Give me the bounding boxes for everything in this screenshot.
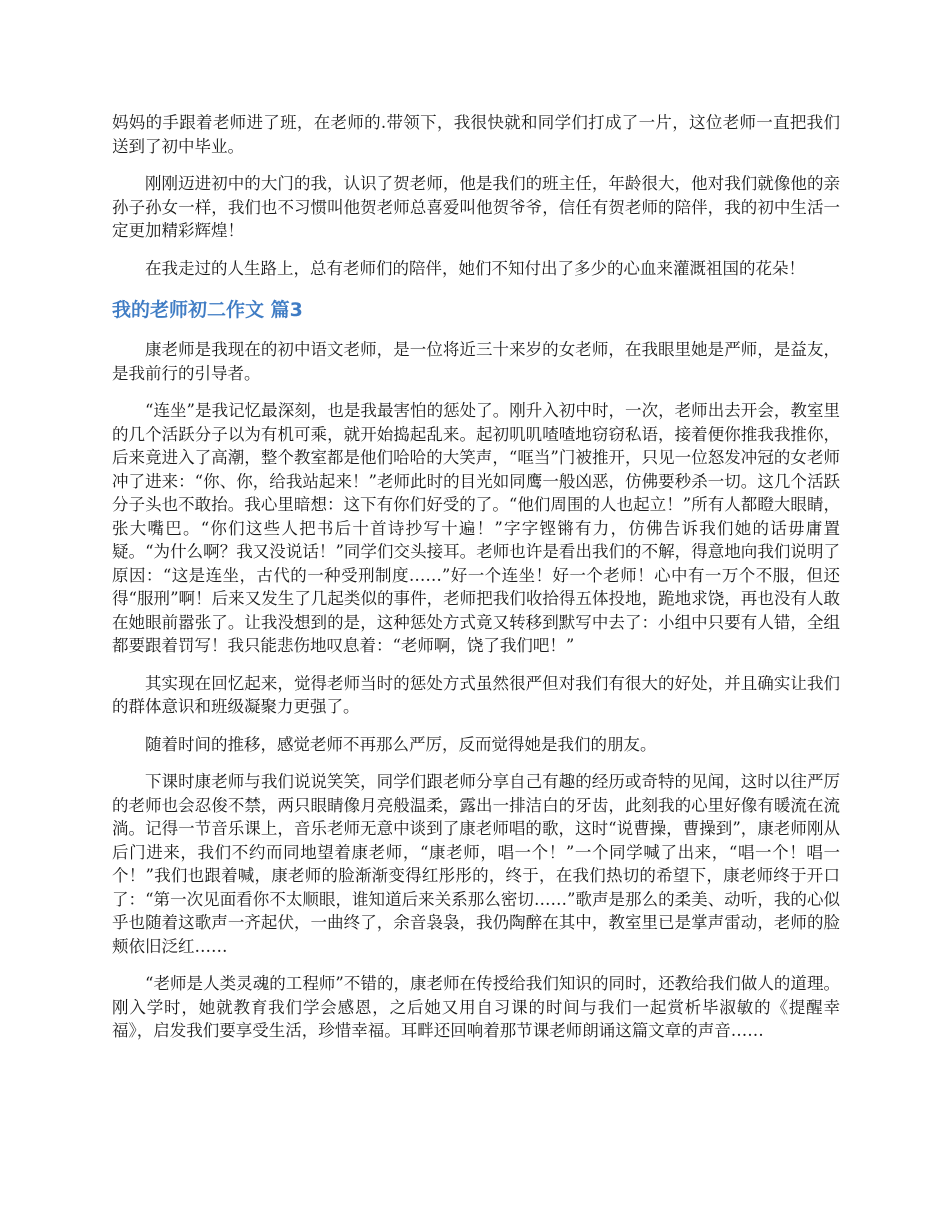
paragraph: 在我走过的人生路上，总有老师们的陪伴，她们不知付出了多少的心血来灌溉祖国的花朵！ <box>145 258 805 278</box>
paragraph: “连坐”是我记忆最深刻，也是我最害怕的惩处了。刚升入初中时，一次，老师出去开会，教室里的几个活跃分子以为有机可乘，就开始捣起乱来。起初叽叽喳喳地窃窃私语，接着便你推我我推你，后来竟进入了高潮，整个教室都是他们哈哈的大笑声，“哐当”门被推开，只见一位怒发冲冠的女老师冲了进来：“你、你，给我站起来！”老师此时的目光如同鹰一般凶恶，仿佛要秒杀一切。这几个活跃分子头也不敢抬。我心里暗想：这下有你们好受的了。“他们周围的人也起立！”所有人都瞪大眼睛，张大嘴巴。“你们这些人把书后十首诗抄写十遍！”字字铿锵有力，仿佛告诉我们她的话毋庸置疑。“为什么啊？我又没说话！”同学们交头接耳。老师也许是看出我们的不解，得意地向我们说明了原因：“这是连坐，古代的一种受刑制度……”好一个连坐！好一个老师！心中有一万个不服，但还得“服刑”啊！后来又发生了几起类似的事件，老师把我们收拾得五体投地，跪地求饶，再也没有人敢在她眼前嚣张了。让我没想到的是，这种惩处方式竟又转移到默写中去了：小组中只要有人错，全组都要跟着罚写！我只能悲伤地叹息着：“老师啊，饶了我们吧！” <box>112 401 840 655</box>
paragraph: 下课时康老师与我们说说笑笑，同学们跟老师分享自己有趣的经历或奇特的见闻，这时以往严厉的老师也会忍俊不禁，两只眼睛像月亮般温柔，露出一排洁白的牙齿，此刻我的心里好像有暖流在流淌。记得一节音乐课上，音乐老师无意中谈到了康老师唱的歌，这时“说曹操，曹操到”，康老师刚从后门进来，我们不约而同地望着康老师，“康老师，唱一个！”一个同学喊了出来，“唱一个！唱一个！”我们也跟着喊，康老师的脸渐渐变得红彤彤的，终于，在我们热切的希望下，康老师终于开口了：“第一次见面看你不太顺眼，谁知道后来关系那么密切……”歌声是那么的柔美、动听，我的心似乎也随着这歌声一齐起伏，一曲终了，余音袅袅，我仍陶醉在其中，教室里已是掌声雷动，老师的脸颊依旧泛红…… <box>112 772 840 956</box>
paragraph-continuation: 妈妈的手跟着老师进了班，在老师的.带领下，我很快就和同学们打成了一片，这位老师一直把我们送到了初中毕业。 <box>112 113 840 156</box>
document-page <box>112 111 840 1057</box>
paragraph: 其实现在回忆起来，觉得老师当时的惩处方式虽然很严但对我们有很大的好处，并且确实让我们的群体意识和班级凝聚力更强了。 <box>112 673 840 716</box>
paragraph: 康老师是我现在的初中语文老师，是一位将近三十来岁的女老师，在我眼里她是严师，是益友，是我前行的引导者。 <box>112 340 840 383</box>
paragraph: 刚刚迈进初中的大门的我，认识了贺老师，他是我们的班主任，年龄很大，他对我们就像他的亲孙子孙女一样，我们也不习惯叫他贺老师总喜爱叫他贺爷爷，信任有贺老师的陪伴，我的初中生活一定更加精彩辉煌！ <box>112 174 840 240</box>
section-heading: 我的老师初二作文 篇3 <box>112 299 303 321</box>
paragraph: 随着时间的推移，感觉老师不再那么严厉，反而觉得她是我们的朋友。 <box>145 734 657 754</box>
paragraph: “老师是人类灵魂的工程师”不错的，康老师在传授给我们知识的同时，还教给我们做人的道理。刚入学时，她就教育我们学会感恩，之后她又用自习课的时间与我们一起赏析毕淑敏的《提醒幸福》，启发我们要享受生活，珍惜幸福。耳畔还回响着那节课老师朗诵这篇文章的声音…… <box>112 974 840 1040</box>
